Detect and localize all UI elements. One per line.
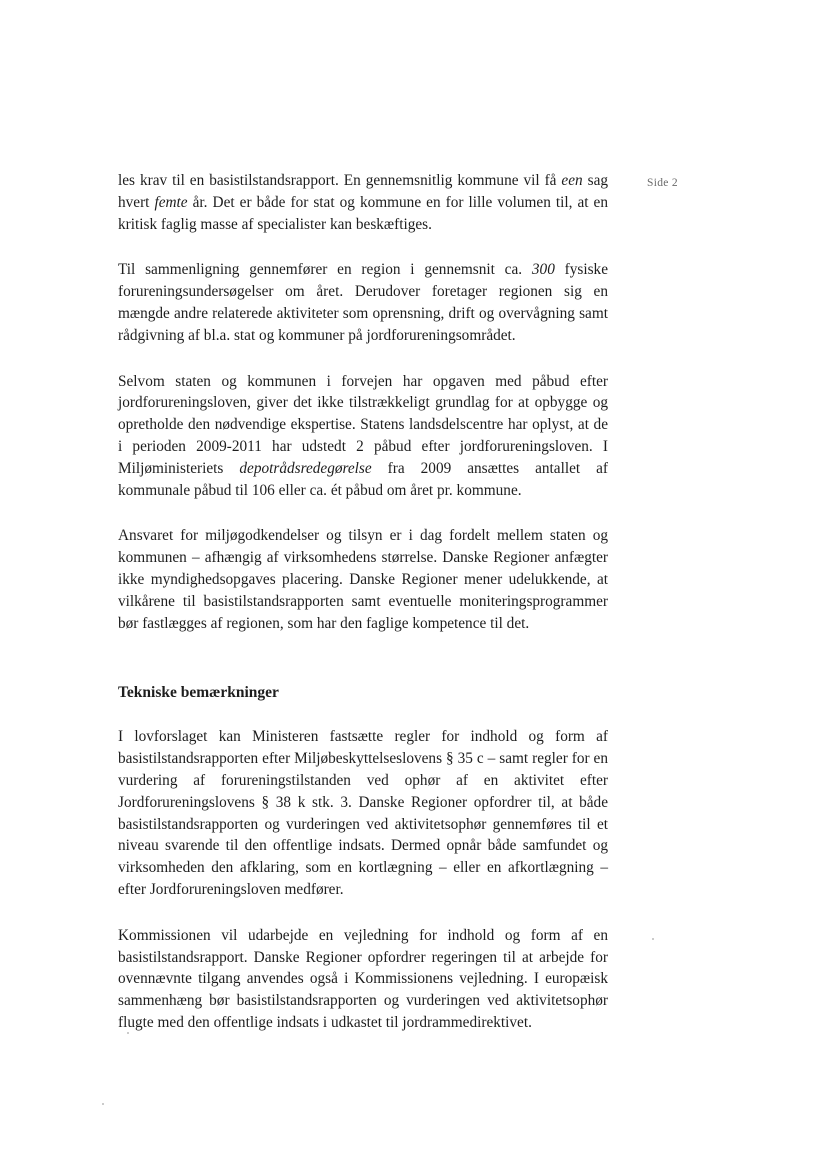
text-run: fysiske forureningsundersøgelser om året. Derudover foretager regionen sig en mængde andre relaterede aktiviteter som oprensning, drift og overvågning samt rådgivning af bl.a. stat og kommuner på jordforureningsområdet. (118, 261, 608, 344)
emphasis: depotrådsredegørelse (239, 459, 372, 477)
paragraph-1 (118, 170, 608, 235)
text-run: Til sammenligning gennemfører en region i gennemsnit ca. (118, 261, 532, 279)
text-run: år. Det er både for stat og kommune en for lille volumen til, at en kritisk faglig masse af specialister kan beskæftiges. (118, 193, 608, 233)
section-heading: Tekniske bemærkninger (118, 684, 279, 702)
emphasis: een (561, 172, 583, 189)
paragraph-4: Ansvaret for miljøgodkendelser og tilsyn er i dag fordelt mellem staten og kommunen – afhængig af virksomhedens størrelse. Danske Regioner anfægter ikke myndighedsopgaves placering. Danske Regioner mener udelukkende, at vilkårene til basistilstandsrapporten samt eventuelle moniteringsprogrammer bør fastlægges af regionen, som har den faglige kompetence til det. (118, 527, 608, 632)
text-run: les krav til en basistilstandsrapport. En gennemsnitlig kommune vil få (118, 172, 562, 189)
text-run: fra 2009 ansættes antallet af kommunale påbud til 106 eller ca. ét påbud om året pr. kommune. (118, 459, 608, 499)
emphasis: femte (154, 193, 188, 211)
paragraph-6: Kommissionen vil udarbejde en vejledning for indhold og form af en basistilstandsrapport. Danske Regioner opfordrer regeringen til at arbejde for ovennævnte tilgang anvendes også i Kommissionens vejledning. I europæisk sammenhæng bør basistilstandsrapporten og vurderingen ved aktivitetsophør flugte med den offentlige indsats i udkastet til jordrammedirektivet. (118, 926, 608, 1031)
document-body (118, 170, 608, 1058)
text-run: Selvom staten og kommunen i forvejen har opgaven med påbud efter jordforureningsloven, giver det ikke tilstrækkeligt grundlag for at opbygge og opretholde den nødvendige ekspertise. Statens landsdelscentre har oplyst, at de i perioden 2009-2011 har udstedt 2 påbud efter jordforureningsloven. I Miljøministeriets (118, 372, 608, 477)
paragraph-2 (118, 259, 608, 346)
page-number: Side 2 (647, 177, 678, 189)
scan-speck (102, 1103, 104, 1105)
scan-speck (127, 1032, 129, 1034)
paragraph-5: I lovforslaget kan Ministeren fastsætte regler for indhold og form af basistilstandsrapporten efter Miljøbeskyttelseslovens § 35 c – samt regler for en vurdering af forureningstilstanden ved ophør af en aktivitet efter Jordforureningslovens § 38 k stk. 3. Danske Regioner opfordrer til, at både basistilstandsrapporten og vurderingen ved aktivitetsophør gennemføres til et niveau svarende til den offentlige indsats. Dermed opnår både samfundet og virksomheden den afklaring, som en kortlægning – eller en afkortlægning – efter Jordforureningsloven medfører. (118, 728, 608, 898)
emphasis: 300 (531, 261, 555, 279)
paragraph-3 (118, 371, 608, 502)
text-run: sag hvert (118, 172, 609, 211)
scan-speck (652, 938, 654, 940)
